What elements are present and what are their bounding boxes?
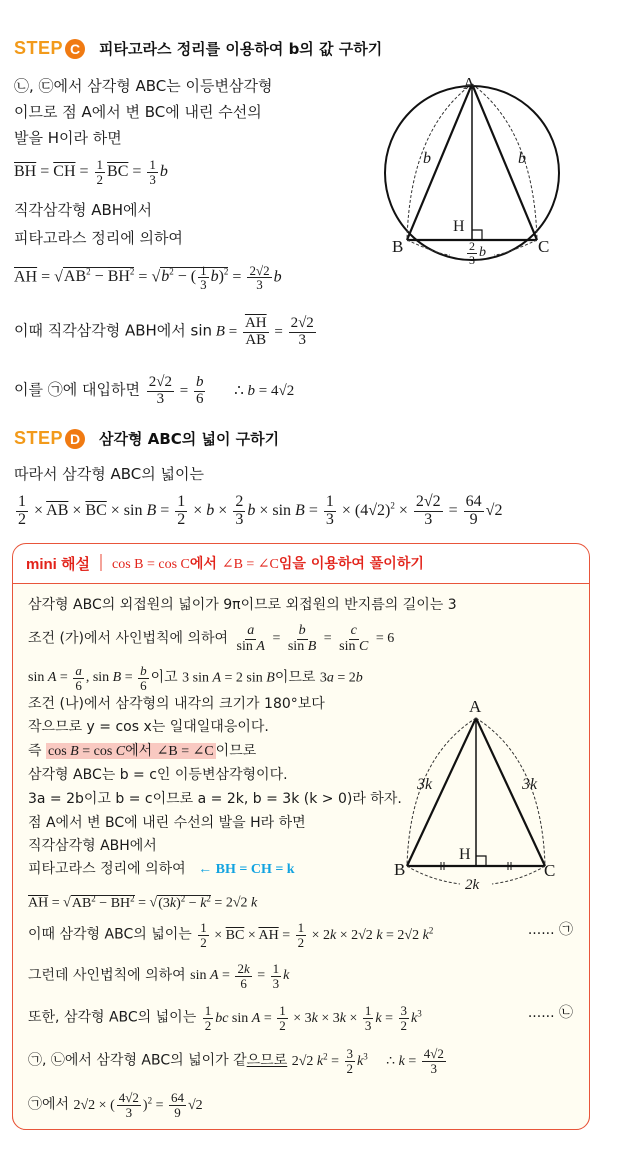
step-c-header — [14, 38, 382, 59]
base-var: b — [479, 244, 486, 260]
bh-ch-annotation: ← BH = CH = k — [198, 862, 295, 877]
step-c-line-2: 이므로 점 A에서 변 BC에 내린 수선의 — [14, 103, 262, 121]
mini-line-8: 3a = 2b이고 b = c이므로 a = 2k, b = 3k (k > 0)라 하자. — [28, 791, 402, 807]
marker-2: ...... ㉡ — [527, 1005, 573, 1021]
step-c-line-6: 피타고라스 정리에 의하여 — [14, 229, 183, 247]
mini-line-7: 삼각형 ABC는 b = c인 이등변삼각형이다. — [28, 767, 288, 783]
mini-title-part1: cos B = cos C — [112, 557, 190, 572]
substitute-text: 이를 ㉠에 대입하면 — [14, 380, 140, 399]
mini-line-area1: 이때 삼각형 ABC의 넓이는 $\frac{1}{2}$ × $\overline{BC} \times \overline{AH}$ = $\frac{1}{2}$ × 2k × 2√2 k = 2√2 $k^2$ ...... ㉠ — [28, 920, 573, 950]
step-d-formula: $\frac{1}{2}$ × $\overline{AB} \times \overline{BC} \times \sin B$ = $\frac{1}{2}$ × b × $\frac{2}{3}$ b × sin B = $\frac{1}{3}$ × $(4√2)^2$ × $\frac{2√2}{3}$ = $\frac{64}{9}$ √2 — [18, 493, 503, 528]
step-badge-d: D — [65, 429, 85, 449]
vertex-a-label: A — [469, 697, 482, 716]
step-c-eq-b: 이를 ㉠에 대입하면 $\frac{2√2}{3}$ = $\frac{b}{6}$ ∴ b = 4√2 — [14, 374, 295, 407]
step-c-label — [14, 38, 85, 59]
mini-separator — [100, 554, 102, 571]
side-ac-label: b — [518, 150, 526, 167]
mini-line-4: 조건 (나)에서 삼각형의 내각의 크기가 180°보다 — [28, 696, 325, 712]
mini-line-10: 직각삼각형 ABH에서 — [28, 838, 157, 854]
step-c-title: 피타고라스 정리를 이용하여 b의 값 구하기 — [99, 40, 383, 58]
step-c-line-5: 직각삼각형 ABH에서 — [14, 201, 153, 219]
mini-line-6: 즉 cos B = cos C에서 ∠B = ∠C 이므로 — [28, 743, 257, 759]
sinb-prefix: 이때 직각삼각형 ABH에서 sin — [14, 321, 213, 340]
mini-title-part3: ∠B = ∠C — [221, 557, 279, 572]
base-num: 2 — [469, 239, 475, 253]
mini-title-part2: 에서 — [189, 556, 217, 572]
mini-line-9: 점 A에서 변 BC에 내린 수선의 발을 H라 하면 — [28, 815, 306, 831]
mini-line-5: 작으므로 y = cos x는 일대일대응이다. — [28, 719, 269, 735]
base-bc-label: 2k — [465, 877, 480, 893]
step-d-intro: 따라서 삼각형 ABC의 넓이는 — [14, 465, 204, 483]
step-badge-c: C — [65, 39, 85, 59]
step-c-eq-ah: $\overline{AH} = √AB^2 - \overline{BH}^2 = √b^2$ − ( $\frac{1}{3}$ b)$^2$ = $\frac{2√2}{3}$ b — [14, 262, 282, 293]
mini-line-11 — [28, 859, 295, 880]
mini-line-k: ㉠, ㉡에서 삼각형 ABC의 넓이가 같으므로 2√2 $k^2$ = $\frac{3}{2}$ $k^3$ ∴ k = $\frac{4√2}{3}$ — [28, 1046, 444, 1076]
step-d-header — [14, 428, 279, 449]
step-word: STEP — [14, 38, 64, 58]
mini-line-1: 삼각형 ABC의 외접원의 넓이가 9π이므로 외접원의 반지름의 길이는 3 — [28, 597, 457, 613]
pythagoras-text: 피타고라스 정리에 의하여 — [28, 861, 186, 877]
vertex-b-label: B — [394, 860, 406, 879]
base-bc-label — [465, 240, 486, 266]
mini-label: mini 해설 — [26, 556, 90, 573]
mini-line-2: 조건 (가)에서 사인법칙에 의하여 $\frac{a}{\text{sin A}}$ = $\frac{b}{\text{sin B}}$ = $\frac{c}{\text{sin C}}$ = 6 — [28, 623, 395, 654]
base-den: 3 — [469, 252, 475, 267]
vertex-b-label: B — [392, 237, 404, 256]
mini-line-final: ㉠에서 2√2 × ( $\frac{4√2}{3}$ )$^2$ = $\frac{64}{9}$ √2 — [28, 1090, 203, 1120]
vertex-a-label: A — [463, 74, 476, 93]
mini-title-part4: 임을 이용하여 풀이하기 — [278, 556, 424, 572]
marker-1: ...... ㉠ — [527, 922, 573, 938]
mini-eq-ah: $\overline{AH} = √AB^2 - \overline{BH}^2 = √(3k)^2 - k^2 = 2√2$ k — [28, 893, 258, 911]
step-d-title: 삼각형 ABC의 넓이 구하기 — [99, 430, 280, 448]
side-ab-label: b — [423, 150, 431, 167]
step-d-label — [14, 428, 85, 449]
step-word: STEP — [14, 428, 64, 448]
side-ab-label: 3k — [417, 776, 433, 793]
step-c-line-1: ㉡, ㉢에서 삼각형 ABC는 이등변삼각형 — [14, 77, 273, 95]
vertex-c-label: C — [538, 237, 550, 256]
mini-line-3: sin A = $\frac{a}{6}$ , sin B = $\frac{b}{6}$ 이고 3 sin A = 2 sin B이므로 3a = 2b — [28, 663, 363, 693]
side-ac-label: 3k — [522, 776, 538, 793]
mini-line-sina: 그런데 사인법칙에 의하여 sin A = $\frac{2k}{6}$ = $\frac{1}{3}$ k — [28, 961, 290, 991]
step-c-line-3: 발을 H이라 하면 — [14, 129, 122, 147]
highlighted-condition: cos B = cos C에서 ∠B = ∠C — [47, 743, 214, 759]
mini-title — [112, 553, 424, 573]
foot-h-label: H — [459, 846, 471, 863]
mini-line-area2: 또한, 삼각형 ABC의 넓이는 $\frac{1}{2}$ bc sin A = $\frac{1}{2}$ × 3k × 3k × $\frac{1}{3}$ k = $\frac{3}{2}$ $k^3$ ...... ㉡ — [28, 1003, 573, 1033]
step-c-eq-bh: $\overline{BH} = \overline{CH}$ = $\frac{1}{2}$ $\overline{BC}$ = $\frac{1}{3}$ b — [14, 157, 168, 187]
step-c-eq-sinb: 이때 직각삼각형 ABH에서 sin B = $\frac{\overline{AH}}{AB}$ = $\frac{2√2}{3}$ — [14, 315, 314, 348]
foot-h-label: H — [453, 218, 465, 235]
vertex-c-label: C — [544, 861, 556, 880]
